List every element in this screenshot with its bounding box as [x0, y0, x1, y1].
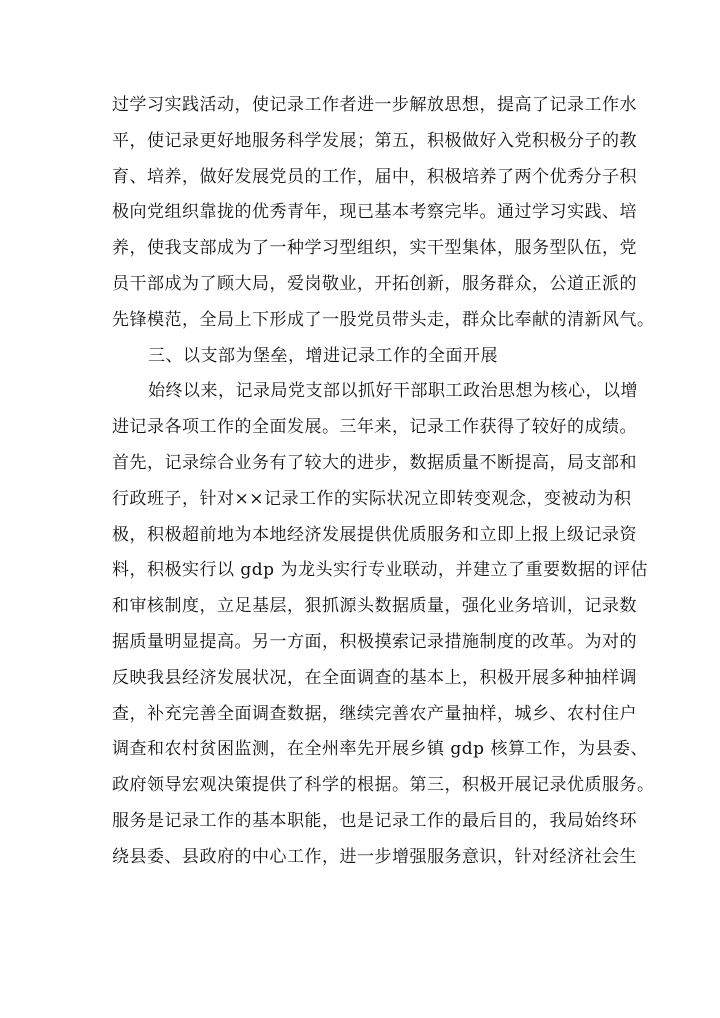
text-line: 政府领导宏观决策提供了科学的根据。第三，积极开展记录优质服务。	[112, 775, 655, 796]
text-line: 极向党组织靠拢的优秀青年，现已基本考察完毕。通过学习实践、培	[112, 202, 637, 223]
text-line: 育、培养，做好发展党员的工作，届中，积极培养了两个优秀分子积	[112, 166, 637, 187]
text-line: 极，积极超前地为本地经济发展提供优质服务和立即上报上级记录资	[112, 524, 637, 545]
text-line: 首先，记录综合业务有了较大的进步，数据质量不断提高，局支部和	[112, 452, 637, 473]
text-line: 行政班子，针对××记录工作的实际状况立即转变观念，变被动为积	[112, 488, 632, 509]
document-body	[112, 88, 655, 876]
section-heading: 三、以支部为堡垒，增进记录工作的全面开展	[148, 345, 498, 366]
text-line: 服务是记录工作的基本职能，也是记录工作的最后目的，我局始终环	[112, 810, 637, 831]
text-line: 和审核制度，立足基层，狠抓源头数据质量，强化业务培训，记录数	[112, 596, 637, 617]
text-line: 员干部成为了顾大局，爱岗敬业，开拓创新，服务群众，公道正派的	[112, 273, 637, 294]
text-line: 过学习实践活动，使记录工作者进一步解放思想，提高了记录工作水	[112, 95, 637, 115]
text-line: 调查和农村贫困监测，在全州率先开展乡镇 gdp 核算工作，为县委、	[112, 739, 648, 760]
text-line: 平，使记录更好地服务科学发展；第五，积极做好入党积极分子的教	[112, 130, 637, 151]
text-line: 进记录各项工作的全面发展。三年来，记录工作获得了较好的成绩。	[112, 417, 637, 438]
text-line: 查，补充完善全面调查数据，继续完善农产量抽样，城乡、农村住户	[112, 703, 637, 724]
text-line: 绕县委、县政府的中心工作，进一步增强服务意识，针对经济社会生	[112, 846, 637, 867]
paragraph-end-line: 先锋模范，全局上下形成了一股党员带头走，群众比奉献的清新风气。	[112, 309, 655, 330]
text-line: 反映我县经济发展状况，在全面调查的基本上，积极开展多种抽样调	[112, 667, 637, 688]
text-line: 料，积极实行以 gdp 为龙头实行专业联动，并建立了重要数据的评估	[112, 560, 648, 581]
text-line: 据质量明显提高。另一方面，积极摸索记录措施制度的改革。为对的	[112, 631, 637, 652]
text-line: 养，使我支部成为了一种学习型组织，实干型集体，服务型队伍，党	[112, 238, 637, 259]
paragraph-first-line: 始终以来，记录局党支部以抓好干部职工政治思想为核心，以增	[148, 381, 638, 402]
